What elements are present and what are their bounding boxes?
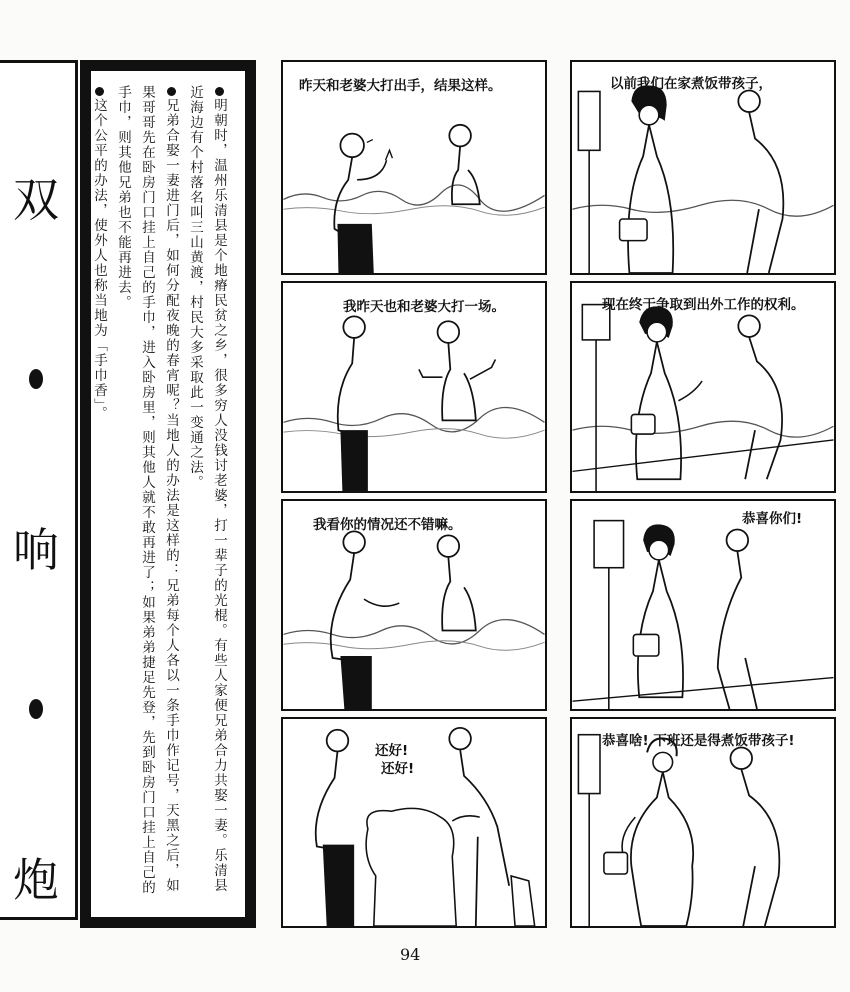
title-dot-1 <box>29 369 43 389</box>
bullet-icon <box>215 87 224 96</box>
title-dot-2 <box>29 699 43 719</box>
comic-panel-left-4 <box>281 717 547 928</box>
paragraph-3: 这个公平的办法，使外人也称当地为「手巾香」。 <box>91 98 107 422</box>
bullet-icon <box>167 87 176 96</box>
speech-bubble: 我看你的情况还不错嘛。 <box>313 517 462 533</box>
speech-bubble: 恭喜啥! 下班还是得煮饭带孩子! <box>602 733 795 749</box>
comic-panel-right-4 <box>570 717 836 928</box>
text-column-inner <box>89 69 247 919</box>
comic-panel-left-1 <box>281 60 547 275</box>
page-number: 94 <box>400 945 421 964</box>
panel-illustration <box>283 719 545 926</box>
comic-panel-left-3 <box>281 499 547 711</box>
paragraph-2: 兄弟合娶一妻进门后，如何分配夜晚的春宵呢？当地人的办法是这样的：兄弟每个人各以一条手巾作记号，天黑之后，如果哥哥先在卧房门口挂上自己的手巾，进入卧房里，则其他人就不敢再进了；如果弟弟捷足先登，先到卧房门口挂上自己的手巾，则其他兄弟也不能再进去。 <box>115 85 179 895</box>
speech-bubble: 还好! <box>381 761 415 777</box>
bullet-icon <box>95 87 104 96</box>
paragraph-1: 明朝时，温州乐清县是个地瘠民贫之乡，很多穷人没钱讨老婆，打一辈子的光棍。有些人家便兄弟合力共娶一妻。乐清县近海边有个村落名叫三山黄渡，村民大多采取此一变通之法。 <box>187 85 227 893</box>
comic-panel-right-3 <box>570 499 836 711</box>
panel-illustration <box>572 62 834 273</box>
text-column-body <box>91 85 231 905</box>
panel-illustration <box>572 719 834 926</box>
speech-bubble: 我昨天也和老婆大打一场。 <box>343 299 505 315</box>
panel-illustration <box>572 283 834 491</box>
text-column <box>80 60 256 928</box>
comic-panel-right-2 <box>570 281 836 493</box>
title-char-3: 炮 <box>13 853 59 907</box>
speech-bubble: 昨天和老婆大打出手，结果这样。 <box>299 78 502 94</box>
speech-bubble: 还好! <box>375 743 409 759</box>
comic-panel-right-1 <box>570 60 836 275</box>
speech-bubble: 以前我们在家煮饭带孩子， <box>610 76 772 92</box>
comic-panel-left-2 <box>281 281 547 493</box>
title-box <box>0 60 78 920</box>
panel-illustration <box>572 501 834 709</box>
speech-bubble: 恭喜你们! <box>742 511 803 527</box>
speech-bubble: 现在终于争取到出外工作的权利。 <box>602 297 805 313</box>
title-char-1: 双 <box>13 173 59 227</box>
title-char-2: 响 <box>13 523 59 577</box>
